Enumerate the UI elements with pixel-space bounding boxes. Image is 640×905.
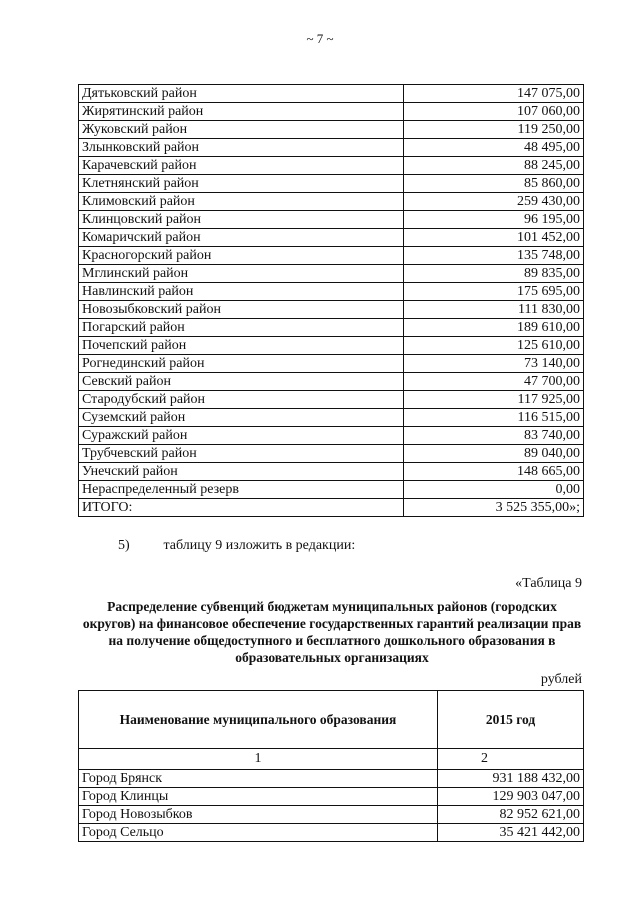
- row-name: Злынковский район: [79, 139, 404, 157]
- row-value: 129 903 047,00: [438, 788, 584, 806]
- amendment-item-text: таблицу 9 изложить в редакции:: [163, 538, 356, 553]
- row-value: 135 748,00: [404, 247, 584, 265]
- row-name: Погарский район: [79, 319, 404, 337]
- units-label: рублей: [540, 672, 582, 687]
- row-name: Город Брянск: [79, 770, 438, 788]
- row-value: 175 695,00: [404, 283, 584, 301]
- row-value: 117 925,00: [404, 391, 584, 409]
- row-name: Стародубский район: [79, 391, 404, 409]
- row-name: Севский район: [79, 373, 404, 391]
- row-name: Красногорский район: [79, 247, 404, 265]
- table-row: [79, 337, 584, 355]
- row-value: 119 250,00: [404, 121, 584, 139]
- subvention-table: [78, 690, 584, 842]
- table-row: [79, 373, 584, 391]
- table-caption: «Таблица 9: [515, 576, 582, 591]
- table-heading: Распределение субвенций бюджетам муниципальных районов (городских округов) на финансовое обеспечение государственных гарантий реализации прав на получение общедоступного и бесплатного дошкольного образования в образовательных организациях: [82, 599, 582, 665]
- row-name: Комаричский район: [79, 229, 404, 247]
- column-number-row: [79, 749, 584, 770]
- table-row: [79, 319, 584, 337]
- row-name: Город Сельцо: [79, 824, 438, 842]
- table-row: [79, 824, 584, 842]
- row-value: 125 610,00: [404, 337, 584, 355]
- row-value: 35 421 442,00: [438, 824, 584, 842]
- row-name: Город Новозыбков: [79, 806, 438, 824]
- table-row: [79, 211, 584, 229]
- row-name: Почепский район: [79, 337, 404, 355]
- row-value: 89 835,00: [404, 265, 584, 283]
- table-row: [79, 283, 584, 301]
- row-name: Климовский район: [79, 193, 404, 211]
- row-value: 111 830,00: [404, 301, 584, 319]
- table-row: [79, 445, 584, 463]
- row-value: 48 495,00: [404, 139, 584, 157]
- table-row: [79, 229, 584, 247]
- table-row: [79, 788, 584, 806]
- row-name: Рогнединский район: [79, 355, 404, 373]
- table-row: [79, 409, 584, 427]
- amendment-item-number: 5): [118, 538, 130, 553]
- district-allocation-table: [78, 84, 584, 517]
- row-name: Город Клинцы: [79, 788, 438, 806]
- row-name: Карачевский район: [79, 157, 404, 175]
- row-name: Клинцовский район: [79, 211, 404, 229]
- row-name: Жирятинский район: [79, 103, 404, 121]
- row-name: Унечский район: [79, 463, 404, 481]
- row-value: 88 245,00: [404, 157, 584, 175]
- table-row: [79, 391, 584, 409]
- table-row: [79, 806, 584, 824]
- table-row: [79, 265, 584, 283]
- table-row: [79, 157, 584, 175]
- row-value: 107 060,00: [404, 103, 584, 121]
- row-value: 83 740,00: [404, 427, 584, 445]
- row-name: Дятьковский район: [79, 85, 404, 103]
- row-name: Суземский район: [79, 409, 404, 427]
- table-row: [79, 247, 584, 265]
- row-value: 931 188 432,00: [438, 770, 584, 788]
- row-name: ИТОГО:: [79, 499, 404, 517]
- row-name: Мглинский район: [79, 265, 404, 283]
- row-value: 259 430,00: [404, 193, 584, 211]
- row-value: 73 140,00: [404, 355, 584, 373]
- column-number-1: 1: [79, 749, 438, 770]
- table-row: [79, 481, 584, 499]
- column-header-year: 2015 год: [438, 691, 584, 749]
- table-row: [79, 139, 584, 157]
- table-row: [79, 463, 584, 481]
- row-value: 89 040,00: [404, 445, 584, 463]
- table-row: [79, 121, 584, 139]
- table-row: [79, 355, 584, 373]
- table-row: [79, 499, 584, 517]
- row-value: 82 952 621,00: [438, 806, 584, 824]
- table-row: [79, 175, 584, 193]
- row-name: Суражский район: [79, 427, 404, 445]
- table-row: [79, 770, 584, 788]
- row-value: 189 610,00: [404, 319, 584, 337]
- row-name: Жуковский район: [79, 121, 404, 139]
- row-name: Нераспределенный резерв: [79, 481, 404, 499]
- amendment-item: [118, 538, 355, 554]
- table-row: [79, 301, 584, 319]
- column-number-2: 2: [438, 749, 584, 770]
- page-number: ~ 7 ~: [306, 31, 334, 46]
- column-header-municipality: Наименование муниципального образования: [79, 691, 438, 749]
- row-name: Навлинский район: [79, 283, 404, 301]
- row-value: 96 195,00: [404, 211, 584, 229]
- table-row: [79, 85, 584, 103]
- row-name: Клетнянский район: [79, 175, 404, 193]
- table-row: [79, 103, 584, 121]
- row-value: 116 515,00: [404, 409, 584, 427]
- row-value: 101 452,00: [404, 229, 584, 247]
- row-value: 85 860,00: [404, 175, 584, 193]
- row-value: 148 665,00: [404, 463, 584, 481]
- row-name: Новозыбковский район: [79, 301, 404, 319]
- row-value: 47 700,00: [404, 373, 584, 391]
- table-row: [79, 193, 584, 211]
- table-row: [79, 427, 584, 445]
- row-value: 0,00: [404, 481, 584, 499]
- row-value: 3 525 355,00»;: [404, 499, 584, 517]
- row-name: Трубчевский район: [79, 445, 404, 463]
- row-value: 147 075,00: [404, 85, 584, 103]
